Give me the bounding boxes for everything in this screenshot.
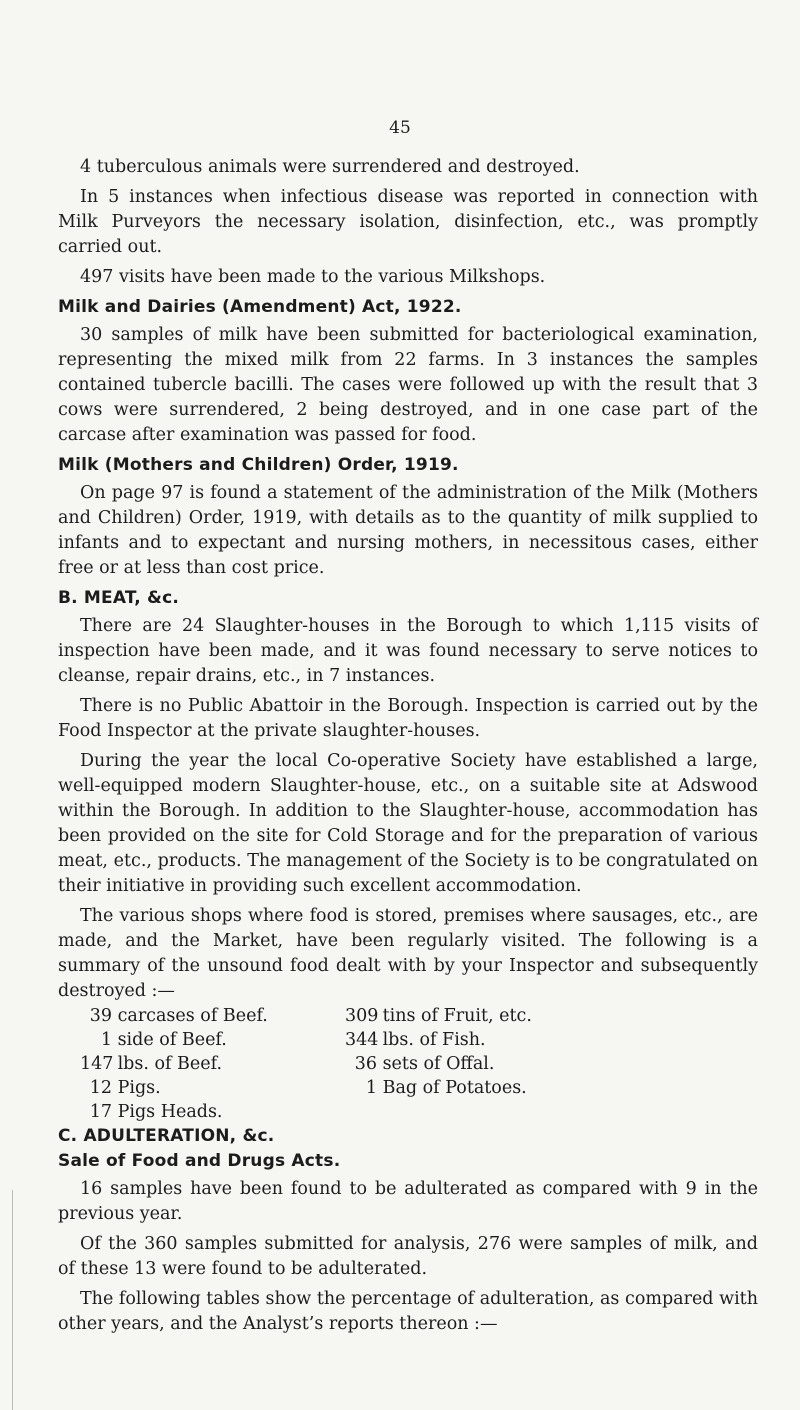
list-item: 12 Pigs. (89, 1078, 161, 1098)
paragraph: The various shops where food is stored, premises where sausages, etc., are made, and the Market, have been regularly visited. The following is a summary of the unsound food dealt with by your Inspector and subsequently destroyed :— (58, 906, 758, 1001)
section-heading-adulteration: C. ADULTERATION, &c. (58, 1126, 275, 1146)
list-item: 147 lbs. of Beef. (80, 1054, 223, 1074)
paragraph: Of the 360 samples submitted for analysis, 276 were samples of milk, and of these 13 were found to be adulterated. (58, 1234, 758, 1279)
paragraph: There are 24 Slaughter-houses in the Borough to which 1,115 visits of inspection have been made, and it was found necessary to serve notices to cleanse, repair drains, etc., in 7 instances. (58, 616, 758, 686)
list-item: 17 Pigs Heads. (89, 1102, 223, 1122)
page-edge-line (12, 1190, 13, 1410)
list-item: 1 side of Beef. (100, 1030, 227, 1050)
destroyed-food-list (58, 1004, 758, 1124)
list-item: 344 lbs. of Fish. (345, 1030, 486, 1050)
section-heading-meat: B. MEAT, &c. (58, 588, 180, 608)
paragraph: There is no Public Abattoir in the Borough. Inspection is carried out by the Food Inspector at the private slaughter-houses. (58, 696, 758, 741)
destroyed-food-column-left (58, 1004, 335, 1124)
list-item: 36 sets of Offal. (354, 1054, 495, 1074)
page-number: 45 (389, 118, 411, 138)
paragraph: During the year the local Co-operative Society have established a large, well-equipped modern Slaughter-house, etc., on a suitable site at Adswood within the Borough. In addition to the Slaughter-house, accommodation has been provided on the site for Cold Storage and for the preparation of various meat, etc., products. The management of the Society is to be congratulated on their initiative in providing such excellent accommodation. (58, 751, 758, 896)
list-item: 1 Bag of Potatoes. (365, 1078, 527, 1098)
page-body (58, 155, 758, 1342)
destroyed-food-column-right (335, 1004, 532, 1124)
paragraph: 30 samples of milk have been submitted for bacteriological examination, representing the mixed milk from 22 farms. In 3 instances the samples contained tubercle bacilli. The cases were followed up with the result that 3 cows were surrendered, 2 being destroyed, and in one case part of the carcase after examination was passed for food. (58, 325, 758, 445)
paragraph: 497 visits have been made to the various Milkshops. (80, 267, 546, 287)
list-item: 39 carcases of Beef. (89, 1006, 268, 1026)
paragraph: 16 samples have been found to be adulterated as compared with 9 in the previous year. (58, 1179, 758, 1224)
paragraph: On page 97 is found a statement of the administration of the Milk (Mothers and Children) Order, 1919, with details as to the quantity of milk supplied to infants and to expectant and nursing mothers, in necessitous cases, either free or at less than cost price. (58, 483, 758, 578)
paragraph: The following tables show the percentage of adulteration, as compared with other years, and the Analyst’s reports thereon :— (58, 1289, 758, 1334)
list-item: 309 tins of Fruit, etc. (345, 1006, 532, 1026)
section-heading-milk-dairies: Milk and Dairies (Amendment) Act, 1922. (58, 297, 462, 317)
paragraph: In 5 instances when infectious disease was reported in connection with Milk Purveyors the necessary isolation, disinfection, etc., was promptly carried out. (58, 187, 758, 257)
section-heading-milk-mothers: Milk (Mothers and Children) Order, 1919. (58, 455, 459, 475)
section-subheading-food-drugs-acts: Sale of Food and Drugs Acts. (58, 1151, 341, 1171)
paragraph: 4 tuberculous animals were surrendered and destroyed. (80, 157, 580, 177)
